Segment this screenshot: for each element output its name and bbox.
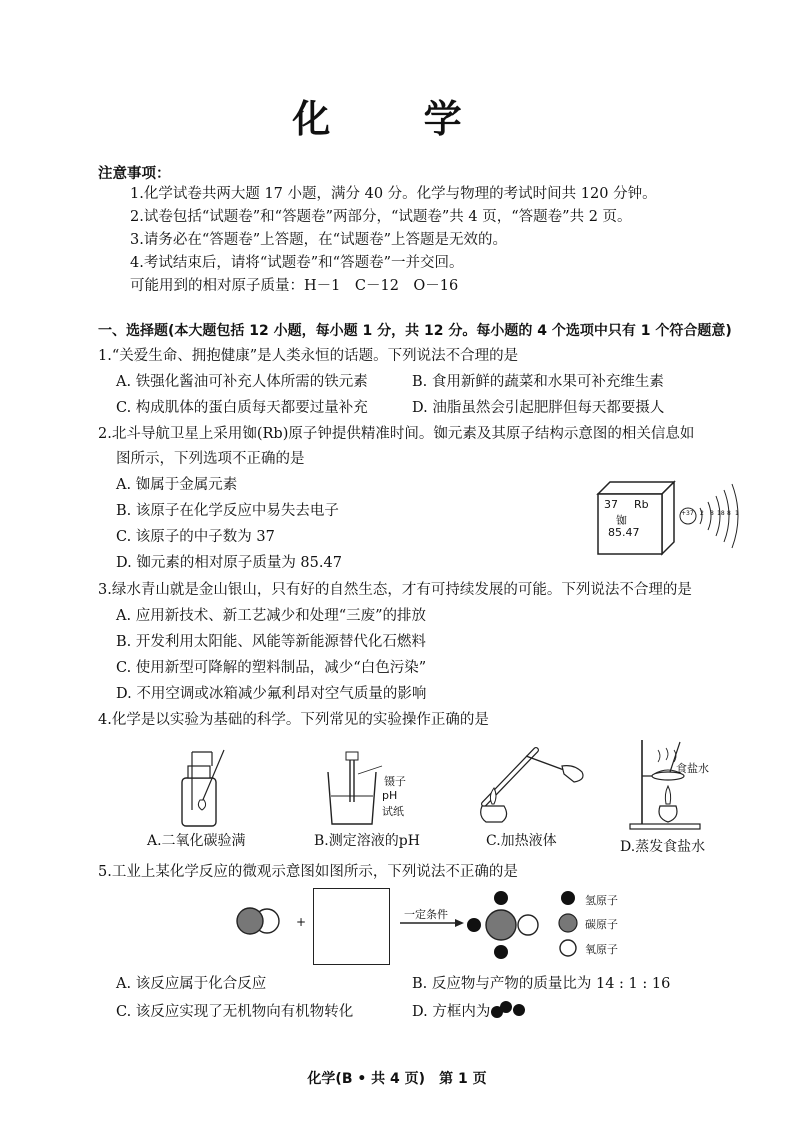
legend-carbon: 碳原子 xyxy=(585,918,618,931)
q5-option-b: B. 反应物与产物的质量比为 14 : 1 : 16 xyxy=(412,976,671,992)
unknown-box xyxy=(313,888,390,965)
element-mass: 85.47 xyxy=(608,526,640,539)
q1-option-a: A. 铁强化酱油可补充人体所需的铁元素 xyxy=(116,374,368,390)
q3-option-d: D. 不用空调或冰箱减少氟利昂对空气质量的影响 xyxy=(116,686,427,702)
label-paper: 试纸 xyxy=(382,805,404,818)
element-name: 铷 xyxy=(616,514,627,527)
q5-option-c: C. 该反应实现了无机物向有机物转化 xyxy=(116,1004,354,1020)
reaction-arrow xyxy=(400,918,464,928)
question-5-stem: 5.工业上某化学反应的微观示意图如图所示，下列说法不正确的是 xyxy=(98,864,518,880)
notice-item: 2.试卷包括“试题卷”和“答题卷”两部分，“试题卷”共 4 页，“答题卷”共 2 页。 xyxy=(130,209,632,225)
carbon-atom-legend-icon xyxy=(558,913,578,933)
plus-sign: + xyxy=(296,915,307,929)
q2-option-b: B. 该原子在化学反应中易失去电子 xyxy=(116,503,339,519)
element-symbol: Rb xyxy=(634,498,649,511)
element-card xyxy=(596,480,676,556)
oxygen-atom-legend-icon xyxy=(559,939,577,957)
h2-molecules-icon xyxy=(490,1000,528,1020)
q1-option-b: B. 食用新鲜的蔬菜和水果可补充维生素 xyxy=(412,374,664,390)
atom-shell: 2 xyxy=(700,510,704,517)
heating-liquid-apparatus xyxy=(474,740,592,826)
q3-option-c: C. 使用新型可降解的塑料制品，减少“白色污染” xyxy=(116,660,427,676)
q2-option-a: A. 铷属于金属元素 xyxy=(116,477,238,493)
page-footer: 化学(B • 共 4 页) 第 1 页 xyxy=(307,1071,487,1087)
question-2-stem: 2.北斗导航卫星上采用铷(Rb)原子钟提供精准时间。铷元素及其原子结构示意图的相关信息如 xyxy=(98,426,695,442)
atom-shell: 8 xyxy=(710,510,714,517)
section-heading: 一、选择题(本大题包括 12 小题，每小题 1 分，共 12 分。每小题的 4 个选项中只有 1 个符合题意) xyxy=(98,323,732,339)
atom-nucleus: +37 xyxy=(681,510,694,517)
reactant-co-molecule xyxy=(234,906,284,936)
evaporation-apparatus xyxy=(628,736,708,832)
ph-test-apparatus xyxy=(322,752,384,828)
q3-option-b: B. 开发利用太阳能、风能等新能源替代化石燃料 xyxy=(116,634,426,650)
hydrogen-atom-legend-icon xyxy=(560,890,576,906)
page-title: 化 学 xyxy=(292,97,502,141)
q3-option-a: A. 应用新技术、新工艺减少和处理“三废”的排放 xyxy=(116,608,427,624)
label-salt-water: 食盐水 xyxy=(676,762,709,775)
notice-item: 3.请务必在“答题卷”上答题，在“试题卷”上答题是无效的。 xyxy=(130,232,507,248)
legend-hydrogen: 氢原子 xyxy=(585,894,618,907)
atom-shell: 18 xyxy=(717,510,725,517)
q4-caption-b: B.测定溶液的pH xyxy=(314,833,420,849)
question-3-stem: 3.绿水青山就是金山银山，只有好的自然生态，才有可持续发展的可能。下列说法不合理的是 xyxy=(98,582,692,598)
product-molecule xyxy=(466,890,536,960)
co2-test-apparatus xyxy=(172,748,232,828)
atom-shell: 8 xyxy=(727,510,731,517)
atom-shell: 1 xyxy=(735,510,739,517)
q1-option-d: D. 油脂虽然会引起肥胖但每天都要摄人 xyxy=(412,400,665,416)
label-tweezers: 镊子 xyxy=(384,775,406,788)
reaction-condition: 一定条件 xyxy=(404,908,448,921)
q5-option-a: A. 该反应属于化合反应 xyxy=(116,976,267,992)
q4-caption-c: C.加热液体 xyxy=(486,833,557,849)
q4-caption-a: A.二氧化碳验满 xyxy=(147,833,246,849)
q2-option-d: D. 铷元素的相对原子质量为 85.47 xyxy=(116,555,342,571)
q4-caption-d: D.蒸发食盐水 xyxy=(620,839,706,855)
q2-option-c: C. 该原子的中子数为 37 xyxy=(116,529,275,545)
notice-heading: 注意事项： xyxy=(98,166,171,182)
notice-item: 4.考试结束后，请将“试题卷”和“答题卷”一并交回。 xyxy=(130,255,464,271)
label-ph: pH xyxy=(382,789,398,802)
q5-option-d: D. 方框内为 xyxy=(412,1004,491,1020)
question-1-stem: 1.“关爱生命、拥抱健康”是人类永恒的话题。下列说法不合理的是 xyxy=(98,348,519,364)
notice-item: 1.化学试卷共两大题 17 小题，满分 40 分。化学与物理的考试时间共 120 分钟。 xyxy=(130,186,657,202)
element-number: 37 xyxy=(604,498,618,511)
legend-oxygen: 氧原子 xyxy=(585,943,618,956)
atomic-masses: 可能用到的相对原子质量：H－1 C－12 O－16 xyxy=(130,278,459,294)
q1-option-c: C. 构成肌体的蛋白质每天都要过量补充 xyxy=(116,400,368,416)
question-4-stem: 4.化学是以实验为基础的科学。下列常见的实验操作正确的是 xyxy=(98,712,489,728)
question-2-stem-cont: 图所示，下列选项不正确的是 xyxy=(116,451,305,467)
